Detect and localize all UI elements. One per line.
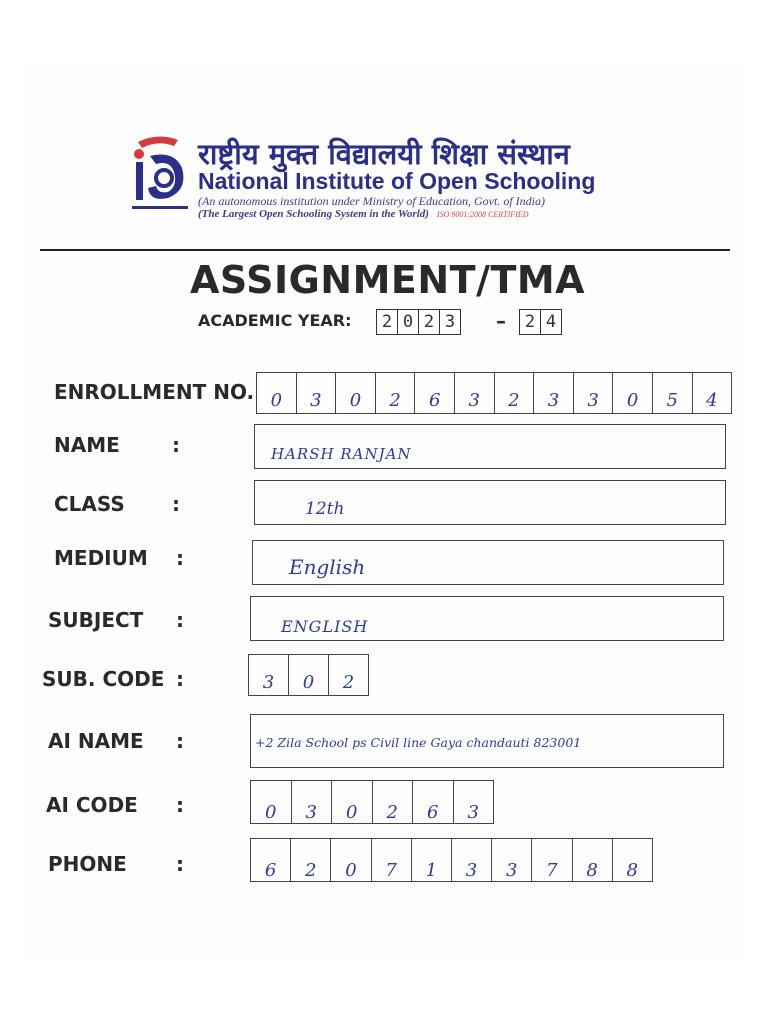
subject-label: SUBJECT bbox=[48, 608, 144, 632]
medium-value: English bbox=[289, 555, 366, 579]
phone-digit: 3 bbox=[491, 839, 531, 881]
class-value: 12th bbox=[305, 499, 345, 519]
ai-code-digit: 3 bbox=[453, 781, 494, 823]
ai-code-digit: 0 bbox=[331, 781, 372, 823]
enrollment-digit: 4 bbox=[692, 373, 732, 413]
phone-digit: 2 bbox=[290, 839, 330, 881]
name-colon: : bbox=[172, 433, 180, 457]
medium-label: MEDIUM bbox=[54, 546, 148, 570]
institute-name-english bbox=[198, 168, 595, 195]
class-label: CLASS bbox=[54, 492, 125, 516]
academic-year-start-digit: 2 bbox=[381, 312, 393, 332]
name-label: NAME bbox=[54, 433, 120, 457]
subject-value: ENGLISH bbox=[281, 617, 369, 636]
tagline-largest-text: (The Largest Open Schooling System in the World) bbox=[198, 208, 429, 220]
nios-logo-icon bbox=[128, 132, 192, 216]
subject-colon: : bbox=[176, 608, 184, 632]
academic-year-start-digit: 2 bbox=[418, 310, 439, 334]
medium-field[interactable] bbox=[252, 540, 724, 585]
phone-digit: 0 bbox=[330, 839, 370, 881]
enrollment-digit: 3 bbox=[454, 373, 494, 413]
header-divider bbox=[40, 249, 730, 251]
sub-code-boxes[interactable] bbox=[248, 654, 369, 696]
ai-name-value: +2 Zila School ps Civil line Gaya chandauti 823001 bbox=[255, 735, 582, 750]
academic-year-label: ACADEMIC YEAR: bbox=[198, 311, 352, 330]
academic-year-end-digit: 4 bbox=[540, 310, 561, 334]
academic-year-start-boxes bbox=[376, 309, 461, 335]
class-colon: : bbox=[172, 492, 180, 516]
page-title: ASSIGNMENT/TMA bbox=[190, 258, 586, 302]
sub-code-label: SUB. CODE bbox=[42, 667, 165, 691]
ai-code-digit: 3 bbox=[291, 781, 332, 823]
phone-digit: 8 bbox=[612, 839, 652, 881]
enrollment-digit: 3 bbox=[533, 373, 573, 413]
enrollment-digit: 3 bbox=[573, 373, 613, 413]
ai-code-label: AI CODE bbox=[46, 793, 138, 817]
enrollment-digit: 2 bbox=[494, 373, 534, 413]
enrollment-number-boxes[interactable] bbox=[256, 372, 732, 414]
ai-code-digit: 6 bbox=[412, 781, 453, 823]
phone-digit: 3 bbox=[451, 839, 491, 881]
enrollment-digit: 0 bbox=[335, 373, 375, 413]
phone-number-boxes[interactable] bbox=[250, 838, 653, 882]
ai-code-digit: 0 bbox=[265, 802, 277, 823]
institute-name-part2: Open Schooling bbox=[419, 168, 596, 194]
phone-digit: 7 bbox=[531, 839, 571, 881]
ai-name-label: AI NAME bbox=[48, 729, 144, 753]
sub-code-colon: : bbox=[176, 667, 184, 691]
enrollment-digit: 0 bbox=[270, 390, 283, 411]
academic-year-separator: – bbox=[496, 309, 506, 333]
phone-digit: 7 bbox=[371, 839, 411, 881]
class-field[interactable] bbox=[254, 480, 726, 525]
sub-code-digit: 2 bbox=[328, 655, 368, 695]
iso-certification: ISO 9001:2008 CERTIFIED bbox=[436, 210, 529, 219]
subject-field[interactable] bbox=[250, 596, 724, 641]
ai-code-colon: : bbox=[176, 793, 184, 817]
sub-code-digit: 0 bbox=[288, 655, 328, 695]
enrollment-label: ENROLLMENT NO. bbox=[54, 380, 255, 404]
name-value: HARSH RANJAN bbox=[271, 445, 412, 463]
enrollment-digit: 2 bbox=[375, 373, 415, 413]
academic-year-end-digit: 2 bbox=[524, 312, 536, 332]
phone-digit: 8 bbox=[572, 839, 612, 881]
phone-label: PHONE bbox=[48, 852, 127, 876]
enrollment-digit: 3 bbox=[296, 373, 336, 413]
institute-name-hindi: राष्ट्रीय मुक्त विद्यालयी शिक्षा संस्थान bbox=[198, 137, 570, 171]
phone-digit: 1 bbox=[411, 839, 451, 881]
tagline-ministry: (An autonomous institution under Ministry of Education, Govt. of India) bbox=[198, 194, 545, 208]
phone-digit: 6 bbox=[264, 860, 277, 881]
academic-year-start-digit: 0 bbox=[397, 310, 418, 334]
ai-code-boxes[interactable] bbox=[250, 780, 494, 824]
ai-name-field[interactable] bbox=[250, 714, 724, 768]
institute-name-part1: National Institute of bbox=[198, 168, 420, 194]
sub-code-digit: 3 bbox=[262, 672, 275, 693]
academic-year-start-digit: 3 bbox=[439, 310, 460, 334]
academic-year-end-boxes bbox=[519, 309, 562, 335]
phone-colon: : bbox=[176, 852, 184, 876]
medium-colon: : bbox=[176, 546, 184, 570]
ai-code-digit: 2 bbox=[372, 781, 413, 823]
enrollment-digit: 5 bbox=[652, 373, 692, 413]
ai-name-colon: : bbox=[176, 729, 184, 753]
tagline-largest bbox=[198, 208, 528, 220]
enrollment-digit: 0 bbox=[612, 373, 652, 413]
name-field[interactable] bbox=[254, 424, 726, 469]
enrollment-digit: 6 bbox=[414, 373, 454, 413]
